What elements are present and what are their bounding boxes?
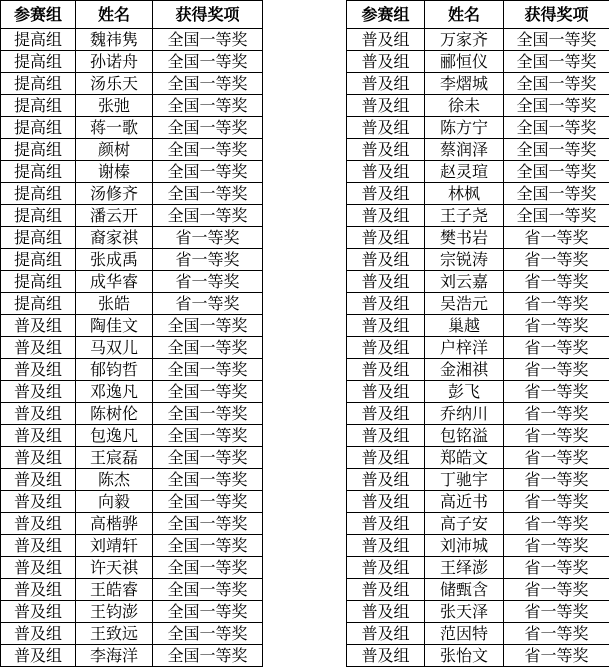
cell-award: 省一等奖 — [153, 227, 263, 249]
cell-award: 省一等奖 — [504, 403, 609, 425]
cell-name: 颜树 — [76, 139, 153, 161]
cell-award: 全国一等奖 — [153, 117, 263, 139]
table-row — [347, 469, 609, 491]
cell-award: 省一等奖 — [504, 491, 609, 513]
cell-award: 省一等奖 — [504, 359, 609, 381]
header-name: 姓名 — [425, 1, 504, 29]
cell-award: 全国一等奖 — [153, 601, 263, 623]
table-row — [1, 601, 263, 623]
cell-name: 陈杰 — [76, 469, 153, 491]
table-row — [347, 51, 609, 73]
header-row — [347, 1, 609, 29]
cell-award: 省一等奖 — [504, 447, 609, 469]
header-award: 获得奖项 — [504, 1, 609, 29]
cell-group: 普及组 — [347, 139, 425, 161]
cell-award: 全国一等奖 — [153, 315, 263, 337]
cell-group: 普及组 — [347, 51, 425, 73]
cell-group: 普及组 — [1, 469, 76, 491]
table-row — [347, 271, 609, 293]
cell-name: 张怡文 — [425, 645, 504, 667]
cell-group: 普及组 — [347, 645, 425, 667]
cell-award: 省一等奖 — [504, 337, 609, 359]
cell-name: 陶佳文 — [76, 315, 153, 337]
cell-name: 陈树伦 — [76, 403, 153, 425]
cell-name: 谢榛 — [76, 161, 153, 183]
cell-award: 省一等奖 — [504, 271, 609, 293]
cell-award: 省一等奖 — [504, 513, 609, 535]
table-row — [347, 447, 609, 469]
cell-award: 全国一等奖 — [153, 29, 263, 51]
table-row — [347, 161, 609, 183]
table-row — [347, 227, 609, 249]
cell-name: 樊书岩 — [425, 227, 504, 249]
cell-name: 王皓睿 — [76, 579, 153, 601]
cell-award: 省一等奖 — [504, 601, 609, 623]
cell-name: 郑皓文 — [425, 447, 504, 469]
table-row — [1, 623, 263, 645]
cell-group: 普及组 — [347, 293, 425, 315]
table-row — [347, 293, 609, 315]
cell-group: 普及组 — [1, 579, 76, 601]
cell-group: 普及组 — [1, 359, 76, 381]
cell-group: 提高组 — [1, 249, 76, 271]
table-row — [347, 425, 609, 447]
cell-award: 全国一等奖 — [504, 205, 609, 227]
cell-group: 普及组 — [347, 315, 425, 337]
cell-group: 提高组 — [1, 183, 76, 205]
cell-group: 普及组 — [1, 315, 76, 337]
table-row — [1, 579, 263, 601]
table-row — [347, 623, 609, 645]
cell-name: 金湘祺 — [425, 359, 504, 381]
cell-group: 普及组 — [347, 249, 425, 271]
cell-award: 全国一等奖 — [153, 95, 263, 117]
table-row — [1, 425, 263, 447]
cell-name: 蒋一歌 — [76, 117, 153, 139]
cell-group: 普及组 — [1, 645, 76, 667]
table-row — [347, 513, 609, 535]
cell-name: 刘沛城 — [425, 535, 504, 557]
header-award: 获得奖项 — [153, 1, 263, 29]
cell-name: 邓逸凡 — [76, 381, 153, 403]
awards-table-right — [346, 0, 609, 667]
table-row — [347, 557, 609, 579]
cell-name: 高楷骅 — [76, 513, 153, 535]
cell-group: 普及组 — [347, 447, 425, 469]
cell-award: 省一等奖 — [504, 249, 609, 271]
cell-group: 普及组 — [1, 601, 76, 623]
header-name: 姓名 — [76, 1, 153, 29]
table-row — [347, 117, 609, 139]
cell-award: 省一等奖 — [504, 645, 609, 667]
cell-name: 张皓 — [76, 293, 153, 315]
table-row — [1, 557, 263, 579]
cell-award: 省一等奖 — [504, 469, 609, 491]
cell-award: 全国一等奖 — [153, 579, 263, 601]
cell-award: 省一等奖 — [504, 623, 609, 645]
cell-name: 蔡润泽 — [425, 139, 504, 161]
table-row — [347, 315, 609, 337]
cell-name: 高子安 — [425, 513, 504, 535]
cell-award: 全国一等奖 — [153, 535, 263, 557]
cell-name: 丁驰宇 — [425, 469, 504, 491]
cell-name: 李海洋 — [76, 645, 153, 667]
table-row — [1, 249, 263, 271]
cell-group: 普及组 — [347, 337, 425, 359]
table-row — [347, 359, 609, 381]
cell-group: 普及组 — [347, 359, 425, 381]
cell-group: 提高组 — [1, 51, 76, 73]
cell-name: 储甄含 — [425, 579, 504, 601]
cell-group: 提高组 — [1, 139, 76, 161]
cell-name: 刘云嘉 — [425, 271, 504, 293]
cell-award: 全国一等奖 — [153, 73, 263, 95]
cell-group: 普及组 — [1, 403, 76, 425]
cell-award: 全国一等奖 — [504, 29, 609, 51]
cell-group: 普及组 — [347, 205, 425, 227]
cell-award: 全国一等奖 — [153, 403, 263, 425]
cell-group: 普及组 — [347, 381, 425, 403]
table-row — [347, 381, 609, 403]
cell-name: 王子尧 — [425, 205, 504, 227]
cell-group: 普及组 — [347, 601, 425, 623]
cell-name: 张成禹 — [76, 249, 153, 271]
cell-group: 普及组 — [1, 535, 76, 557]
cell-award: 省一等奖 — [504, 535, 609, 557]
table-row — [1, 139, 263, 161]
cell-award: 全国一等奖 — [153, 513, 263, 535]
cell-name: 汤修齐 — [76, 183, 153, 205]
cell-name: 张天泽 — [425, 601, 504, 623]
table-row — [1, 337, 263, 359]
table-row — [1, 29, 263, 51]
cell-group: 普及组 — [347, 95, 425, 117]
cell-award: 省一等奖 — [153, 271, 263, 293]
cell-group: 普及组 — [1, 337, 76, 359]
cell-group: 普及组 — [1, 557, 76, 579]
table-row — [347, 403, 609, 425]
cell-award: 全国一等奖 — [153, 557, 263, 579]
header-group: 参赛组 — [347, 1, 425, 29]
cell-name: 乔纳川 — [425, 403, 504, 425]
table-row — [1, 645, 263, 667]
cell-award: 全国一等奖 — [153, 51, 263, 73]
table-row — [1, 227, 263, 249]
cell-name: 郁钧哲 — [76, 359, 153, 381]
cell-award: 全国一等奖 — [153, 491, 263, 513]
cell-name: 赵灵瑄 — [425, 161, 504, 183]
cell-name: 张弛 — [76, 95, 153, 117]
cell-award: 省一等奖 — [504, 227, 609, 249]
table-row — [347, 249, 609, 271]
table-row — [347, 95, 609, 117]
cell-name: 巢越 — [425, 315, 504, 337]
cell-group: 提高组 — [1, 293, 76, 315]
cell-group: 普及组 — [347, 29, 425, 51]
cell-name: 王致远 — [76, 623, 153, 645]
cell-group: 普及组 — [347, 183, 425, 205]
cell-group: 普及组 — [347, 227, 425, 249]
cell-name: 范因特 — [425, 623, 504, 645]
cell-name: 高近书 — [425, 491, 504, 513]
header-row — [1, 1, 263, 29]
cell-name: 万家齐 — [425, 29, 504, 51]
cell-name: 包铭溢 — [425, 425, 504, 447]
cell-name: 林枫 — [425, 183, 504, 205]
cell-award: 全国一等奖 — [504, 95, 609, 117]
cell-group: 提高组 — [1, 227, 76, 249]
cell-group: 普及组 — [1, 513, 76, 535]
cell-group: 提高组 — [1, 161, 76, 183]
table-row — [1, 117, 263, 139]
cell-group: 提高组 — [1, 205, 76, 227]
cell-name: 许天祺 — [76, 557, 153, 579]
cell-award: 全国一等奖 — [153, 337, 263, 359]
cell-group: 普及组 — [347, 579, 425, 601]
cell-award: 全国一等奖 — [153, 161, 263, 183]
table-row — [1, 315, 263, 337]
cell-award: 省一等奖 — [153, 293, 263, 315]
table-row — [1, 359, 263, 381]
cell-group: 普及组 — [347, 491, 425, 513]
cell-name: 吴浩元 — [425, 293, 504, 315]
cell-group: 普及组 — [347, 535, 425, 557]
table-row — [1, 491, 263, 513]
cell-award: 全国一等奖 — [153, 183, 263, 205]
table-row — [347, 73, 609, 95]
cell-award: 全国一等奖 — [504, 73, 609, 95]
cell-award: 全国一等奖 — [153, 205, 263, 227]
cell-group: 普及组 — [1, 381, 76, 403]
cell-award: 全国一等奖 — [153, 623, 263, 645]
cell-group: 普及组 — [1, 623, 76, 645]
cell-name: 汤乐天 — [76, 73, 153, 95]
table-row — [1, 161, 263, 183]
cell-group: 提高组 — [1, 29, 76, 51]
table-row — [1, 95, 263, 117]
cell-award: 全国一等奖 — [504, 117, 609, 139]
cell-name: 陈方宁 — [425, 117, 504, 139]
cell-name: 向毅 — [76, 491, 153, 513]
cell-group: 普及组 — [347, 513, 425, 535]
cell-award: 全国一等奖 — [504, 51, 609, 73]
cell-name: 裔家祺 — [76, 227, 153, 249]
cell-group: 提高组 — [1, 73, 76, 95]
table-row — [347, 579, 609, 601]
cell-name: 李熠城 — [425, 73, 504, 95]
table-row — [1, 403, 263, 425]
cell-award: 省一等奖 — [504, 293, 609, 315]
table-row — [347, 337, 609, 359]
cell-name: 成华睿 — [76, 271, 153, 293]
cell-award: 全国一等奖 — [153, 425, 263, 447]
cell-name: 宗锐涛 — [425, 249, 504, 271]
cell-award: 全国一等奖 — [153, 139, 263, 161]
cell-award: 省一等奖 — [504, 381, 609, 403]
table-row — [1, 469, 263, 491]
cell-group: 普及组 — [1, 491, 76, 513]
table-row — [1, 293, 263, 315]
cell-group: 普及组 — [347, 403, 425, 425]
cell-name: 孙诺舟 — [76, 51, 153, 73]
table-row — [1, 51, 263, 73]
cell-group: 提高组 — [1, 271, 76, 293]
cell-award: 全国一等奖 — [504, 161, 609, 183]
cell-name: 王宸磊 — [76, 447, 153, 469]
cell-award: 全国一等奖 — [153, 447, 263, 469]
table-row — [1, 381, 263, 403]
cell-award: 全国一等奖 — [153, 469, 263, 491]
table-row — [1, 183, 263, 205]
table-row — [347, 645, 609, 667]
cell-award: 省一等奖 — [504, 557, 609, 579]
cell-group: 普及组 — [1, 425, 76, 447]
cell-award: 全国一等奖 — [153, 645, 263, 667]
table-row — [347, 535, 609, 557]
cell-award: 省一等奖 — [504, 579, 609, 601]
table-row — [1, 271, 263, 293]
cell-group: 普及组 — [347, 271, 425, 293]
table-row — [347, 601, 609, 623]
table-row — [347, 491, 609, 513]
cell-group: 普及组 — [347, 73, 425, 95]
cell-group: 普及组 — [347, 425, 425, 447]
table-row — [347, 183, 609, 205]
table-row — [1, 447, 263, 469]
cell-group: 普及组 — [347, 469, 425, 491]
table-row — [347, 29, 609, 51]
cell-award: 省一等奖 — [153, 249, 263, 271]
cell-award: 全国一等奖 — [504, 139, 609, 161]
table-row — [1, 73, 263, 95]
cell-name: 马双儿 — [76, 337, 153, 359]
awards-table-left — [0, 0, 263, 667]
cell-name: 王钧澎 — [76, 601, 153, 623]
cell-group: 提高组 — [1, 117, 76, 139]
cell-name: 魏祎隽 — [76, 29, 153, 51]
table-row — [1, 513, 263, 535]
table-row — [347, 139, 609, 161]
cell-name: 徐未 — [425, 95, 504, 117]
cell-name: 彭飞 — [425, 381, 504, 403]
cell-name: 王绎澎 — [425, 557, 504, 579]
cell-group: 普及组 — [1, 447, 76, 469]
cell-award: 全国一等奖 — [153, 381, 263, 403]
cell-award: 省一等奖 — [504, 315, 609, 337]
cell-award: 省一等奖 — [504, 425, 609, 447]
cell-name: 郦恒仪 — [425, 51, 504, 73]
header-group: 参赛组 — [1, 1, 76, 29]
cell-name: 包逸凡 — [76, 425, 153, 447]
table-row — [1, 205, 263, 227]
cell-name: 潘云开 — [76, 205, 153, 227]
cell-group: 普及组 — [347, 117, 425, 139]
cell-award: 全国一等奖 — [504, 183, 609, 205]
cell-group: 普及组 — [347, 557, 425, 579]
cell-group: 普及组 — [347, 623, 425, 645]
table-row — [347, 205, 609, 227]
cell-name: 户梓洋 — [425, 337, 504, 359]
cell-group: 提高组 — [1, 95, 76, 117]
table-row — [1, 535, 263, 557]
cell-name: 刘靖轩 — [76, 535, 153, 557]
cell-award: 全国一等奖 — [153, 359, 263, 381]
cell-group: 普及组 — [347, 161, 425, 183]
